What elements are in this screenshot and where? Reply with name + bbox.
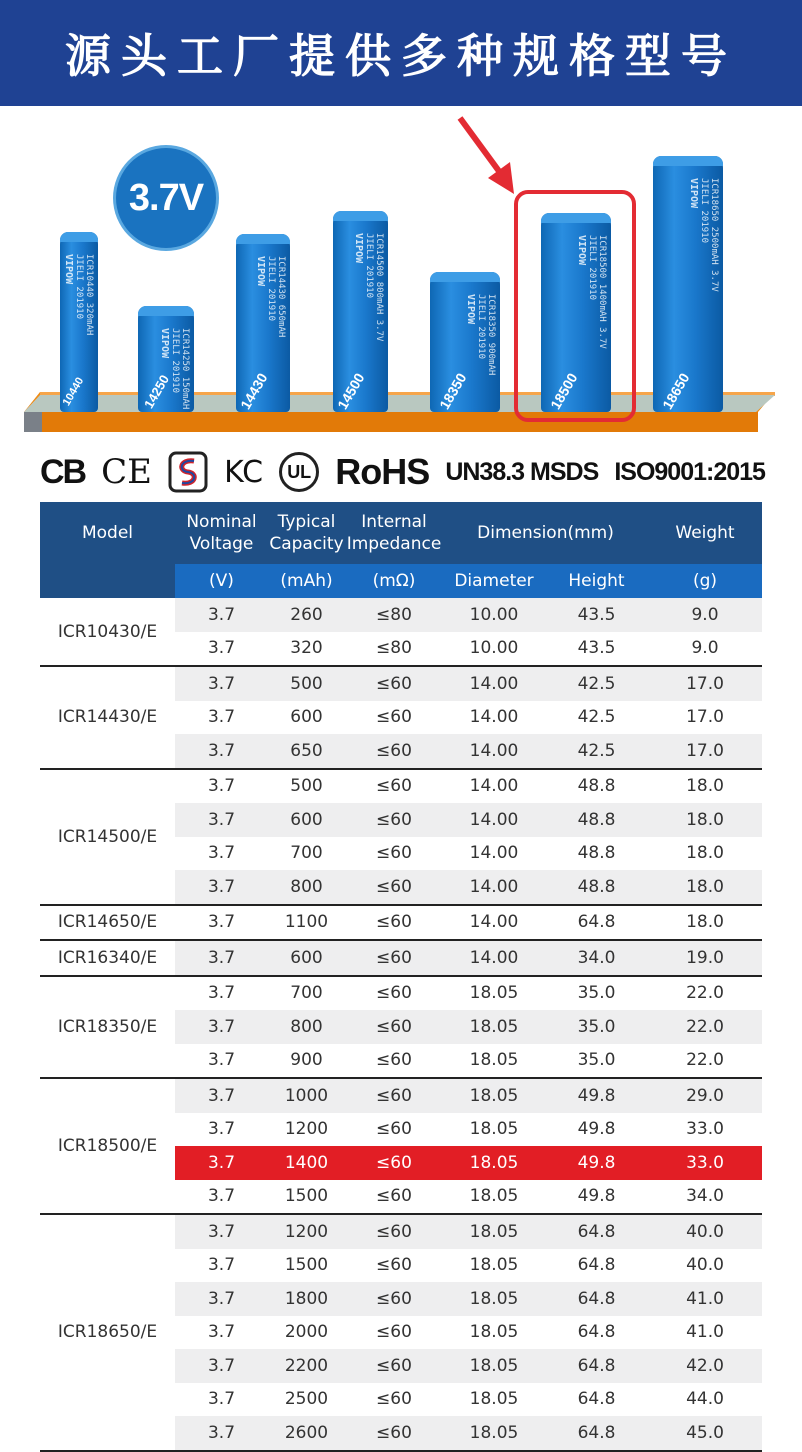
- cell-h: 35.0: [545, 1010, 648, 1044]
- cell-h: 48.8: [577, 843, 616, 864]
- highlight-frame: [514, 190, 636, 422]
- spec-table: [40, 502, 762, 1452]
- cell-w: 42.0: [648, 1349, 762, 1383]
- cell-v: 3.7: [175, 1416, 268, 1451]
- cell-print-text: ICR10440 320mAH JIELI 201910 VIPOW: [63, 254, 94, 336]
- certification-row: [40, 447, 765, 497]
- cell-w: 17.0: [686, 707, 724, 728]
- cell-dia: 18.05: [443, 1078, 545, 1113]
- cell-h: 42.5: [545, 666, 648, 701]
- battery-cell-14430: [236, 234, 290, 412]
- unit-diameter: Diameter: [443, 564, 545, 598]
- cell-cap: 650: [268, 734, 345, 769]
- cell-v: 3.7: [175, 1146, 268, 1180]
- model-cell: ICR18350/E: [40, 976, 175, 1079]
- un383-msds-mark: UN38.3 MSDS: [445, 457, 599, 486]
- cell-imp: ≤60: [376, 707, 412, 728]
- cell-h: 64.8: [545, 1214, 648, 1249]
- battery-cell-14500: [333, 211, 388, 412]
- cell-v: 3.7: [207, 1255, 236, 1276]
- cell-h: 49.8: [545, 1078, 648, 1113]
- table-row: [40, 598, 762, 632]
- cell-h: 35.0: [577, 983, 616, 1004]
- cell-w: 22.0: [648, 1044, 762, 1079]
- cell-cap: 1400: [268, 1146, 345, 1180]
- table-row: [40, 769, 762, 804]
- cell-cap: 1000: [268, 1078, 345, 1113]
- cell-v: 3.7: [207, 843, 236, 864]
- cell-cap: 1200: [268, 1214, 345, 1249]
- unit-impedance: (mΩ): [345, 564, 443, 598]
- cell-cap: 800: [268, 1010, 345, 1044]
- battery-cell-18650: [653, 156, 723, 412]
- cell-imp: ≤60: [376, 843, 412, 864]
- cell-cap: 1200: [284, 1119, 329, 1140]
- cell-imp: ≤60: [376, 1119, 412, 1140]
- cell-v: 3.7: [207, 1119, 236, 1140]
- cell-v: 3.7: [175, 1214, 268, 1249]
- cell-h: 49.8: [577, 1119, 616, 1140]
- table-row: [40, 940, 762, 976]
- cell-h: 64.8: [577, 1255, 616, 1276]
- cell-w: 9.0: [648, 632, 762, 667]
- model-cell: ICR14650/E: [40, 905, 175, 941]
- ce-mark: CE: [101, 452, 153, 492]
- cell-imp: ≤60: [345, 905, 443, 941]
- cell-imp: ≤60: [345, 1349, 443, 1383]
- cell-cap: 2000: [284, 1322, 329, 1343]
- table-row: [40, 905, 762, 941]
- cell-dia: 18.05: [469, 983, 519, 1004]
- cell-w: 18.0: [648, 803, 762, 837]
- cell-w: 9.0: [648, 598, 762, 632]
- cell-cap: 600: [268, 940, 345, 976]
- cell-imp: ≤60: [376, 776, 412, 797]
- ul-mark: [279, 452, 319, 492]
- cell-imp: ≤80: [345, 598, 443, 632]
- cell-imp: ≤60: [376, 1322, 412, 1343]
- cell-cap: 600: [268, 803, 345, 837]
- cell-dia: 14.00: [469, 843, 519, 864]
- battery-cell-14250: [138, 306, 194, 412]
- cell-dia: 14.00: [469, 776, 519, 797]
- cell-dia: 18.05: [443, 1146, 545, 1180]
- cell-w: 22.0: [648, 1010, 762, 1044]
- unit-voltage: (V): [175, 564, 268, 598]
- cb-mark: CB: [40, 452, 86, 491]
- cell-w: 40.0: [686, 1255, 724, 1276]
- cell-imp: ≤60: [345, 1282, 443, 1316]
- cell-imp: ≤60: [345, 1214, 443, 1249]
- cell-w: 19.0: [648, 940, 762, 976]
- cell-v: 3.7: [175, 1180, 268, 1215]
- cell-v: 3.7: [175, 632, 268, 667]
- cell-size-label: 18500: [547, 370, 581, 412]
- cell-w: 22.0: [686, 983, 724, 1004]
- cell-h: 42.5: [545, 734, 648, 769]
- header-capacity: Typical Capacity: [268, 502, 345, 564]
- cell-v: 3.7: [175, 940, 268, 976]
- cell-v: 3.7: [207, 707, 236, 728]
- cell-w: 34.0: [648, 1180, 762, 1215]
- banner-title: 源头工厂提供多种规格型号: [65, 29, 737, 83]
- cell-w: 33.0: [648, 1146, 762, 1180]
- cell-imp: ≤60: [345, 1180, 443, 1215]
- unit-height: Height: [545, 564, 648, 598]
- cell-imp: ≤60: [376, 1255, 412, 1276]
- cell-print-text: ICR18500 1400mAH 3.7V JIELI 201910 VIPOW: [576, 235, 607, 349]
- cell-cap: 700: [290, 843, 323, 864]
- arrow-icon: [452, 112, 532, 202]
- cell-w: 18.0: [648, 870, 762, 905]
- model-cell: ICR10430/E: [40, 598, 175, 666]
- cell-cap: 2500: [284, 1389, 329, 1410]
- cell-v: 3.7: [175, 1044, 268, 1079]
- cell-cap: 320: [268, 632, 345, 667]
- header-dimension: Dimension(mm): [443, 502, 648, 564]
- cell-h: 48.8: [545, 870, 648, 905]
- cell-print-text: ICR18350 900mAH JIELI 201910 VIPOW: [465, 294, 496, 376]
- cell-print-text: ICR18650 2500mAH 3.7V JIELI 201910 VIPOW: [688, 178, 719, 292]
- cell-w: 18.0: [648, 905, 762, 941]
- table-header-row: [40, 502, 762, 564]
- cell-cap: 500: [268, 666, 345, 701]
- cell-v: 3.7: [207, 1389, 236, 1410]
- cell-h: 64.8: [545, 1416, 648, 1451]
- cell-cap: 700: [290, 983, 323, 1004]
- cell-h: 48.8: [545, 803, 648, 837]
- model-cell: ICR18650/E: [40, 1214, 175, 1451]
- cell-size-label: 14430: [237, 370, 271, 412]
- cell-cap: 2600: [268, 1416, 345, 1451]
- cell-v: 3.7: [175, 1010, 268, 1044]
- table-row: [40, 1214, 762, 1249]
- unit-capacity: (mAh): [268, 564, 345, 598]
- cell-cap: 1500: [284, 1255, 329, 1276]
- cell-size-label: 10440: [60, 375, 87, 408]
- cell-size-label: 18350: [436, 370, 470, 412]
- cell-v: 3.7: [175, 1282, 268, 1316]
- cell-h: 64.8: [577, 1322, 616, 1343]
- cell-w: 18.0: [686, 776, 724, 797]
- cell-v: 3.7: [175, 666, 268, 701]
- cell-dia: 18.05: [469, 1322, 519, 1343]
- cell-h: 64.8: [577, 1389, 616, 1410]
- cell-print-text: ICR14500 800mAH 3.7V JIELI 201910 VIPOW: [353, 233, 384, 342]
- cell-cap: 900: [268, 1044, 345, 1079]
- cell-w: 40.0: [648, 1214, 762, 1249]
- cell-imp: ≤60: [345, 940, 443, 976]
- cell-v: 3.7: [175, 803, 268, 837]
- spec-table-body: [40, 598, 762, 1451]
- cell-dia: 14.00: [443, 666, 545, 701]
- cell-dia: 14.00: [443, 870, 545, 905]
- model-cell: ICR14430/E: [40, 666, 175, 769]
- cell-v: 3.7: [175, 870, 268, 905]
- voltage-badge: [116, 148, 216, 248]
- cell-cap: 1100: [268, 905, 345, 941]
- cell-imp: ≤60: [345, 1078, 443, 1113]
- ul-mark-text: UL: [287, 461, 312, 482]
- cell-h: 35.0: [545, 1044, 648, 1079]
- cell-v: 3.7: [175, 598, 268, 632]
- kc-mark: KC: [224, 454, 264, 490]
- banner: [0, 0, 802, 106]
- cell-v: 3.7: [175, 1078, 268, 1113]
- table-row: [40, 976, 762, 1011]
- cell-w: 45.0: [648, 1416, 762, 1451]
- rohs-mark: RoHS: [335, 451, 430, 492]
- iso-mark: ISO9001:2015: [614, 457, 765, 486]
- header-weight: Weight: [648, 502, 762, 564]
- cell-print-text: ICR14430 650mAH JIELI 201910 VIPOW: [255, 256, 286, 338]
- cell-h: 43.5: [545, 598, 648, 632]
- cell-h: 34.0: [545, 940, 648, 976]
- cell-h: 64.8: [545, 905, 648, 941]
- cell-dia: 18.05: [469, 1255, 519, 1276]
- cell-v: 3.7: [175, 905, 268, 941]
- cell-dia: 14.00: [469, 707, 519, 728]
- cell-h: 49.8: [545, 1180, 648, 1215]
- table-row: [40, 666, 762, 701]
- cell-w: 29.0: [648, 1078, 762, 1113]
- unit-model-blank: [40, 564, 175, 598]
- cell-dia: 18.05: [443, 1282, 545, 1316]
- cell-dia: 18.05: [443, 1416, 545, 1451]
- cell-imp: ≤60: [345, 666, 443, 701]
- battery-cell-10440: [60, 232, 98, 412]
- cell-h: 49.8: [545, 1146, 648, 1180]
- cell-w: 44.0: [686, 1389, 724, 1410]
- cell-dia: 14.00: [443, 803, 545, 837]
- cell-w: 18.0: [686, 843, 724, 864]
- cell-dia: 18.05: [469, 1119, 519, 1140]
- cell-w: 33.0: [686, 1119, 724, 1140]
- cell-imp: ≤60: [345, 1044, 443, 1079]
- cell-dia: 10.00: [443, 632, 545, 667]
- cell-w: 17.0: [648, 666, 762, 701]
- cell-imp: ≤60: [345, 870, 443, 905]
- cell-dia: 10.00: [443, 598, 545, 632]
- cell-v: 3.7: [207, 983, 236, 1004]
- cell-v: 3.7: [207, 776, 236, 797]
- header-impedance: Internal Impedance: [345, 502, 443, 564]
- cell-dia: 18.05: [443, 1180, 545, 1215]
- cell-size-label: 18650: [659, 370, 693, 412]
- header-model: Model: [40, 502, 175, 564]
- safety-mark-icon: [168, 451, 208, 493]
- model-cell: ICR14500/E: [40, 769, 175, 905]
- model-cell: ICR16340/E: [40, 940, 175, 976]
- table-unit-row: [40, 564, 762, 598]
- cell-cap: 260: [268, 598, 345, 632]
- cell-cap: 500: [290, 776, 323, 797]
- cell-imp: ≤60: [376, 983, 412, 1004]
- cell-dia: 18.05: [469, 1389, 519, 1410]
- cell-cap: 2200: [268, 1349, 345, 1383]
- cell-v: 3.7: [207, 1322, 236, 1343]
- cell-dia: 14.00: [443, 940, 545, 976]
- cell-imp: ≤60: [376, 1389, 412, 1410]
- model-cell: ICR18500/E: [40, 1078, 175, 1214]
- cell-dia: 18.05: [443, 1214, 545, 1249]
- cell-imp: ≤60: [345, 734, 443, 769]
- cell-imp: ≤60: [345, 1416, 443, 1451]
- voltage-badge-text: 3.7V: [128, 176, 204, 219]
- cell-h: 48.8: [577, 776, 616, 797]
- cell-dia: 18.05: [443, 1044, 545, 1079]
- cell-h: 64.8: [545, 1349, 648, 1383]
- cell-cap: 1500: [268, 1180, 345, 1215]
- table-row: [40, 1078, 762, 1113]
- cell-imp: ≤60: [345, 1010, 443, 1044]
- cell-v: 3.7: [175, 734, 268, 769]
- cell-cap: 600: [290, 707, 323, 728]
- cell-v: 3.7: [175, 1349, 268, 1383]
- cell-imp: ≤80: [345, 632, 443, 667]
- cell-dia: 18.05: [443, 1010, 545, 1044]
- unit-weight: (g): [648, 564, 762, 598]
- cell-dia: 14.00: [443, 905, 545, 941]
- cell-dia: 18.05: [443, 1349, 545, 1383]
- cell-imp: ≤60: [345, 1146, 443, 1180]
- cell-w: 41.0: [686, 1322, 724, 1343]
- header-voltage: Nominal Voltage: [175, 502, 268, 564]
- cell-cap: 1800: [268, 1282, 345, 1316]
- cell-h: 43.5: [545, 632, 648, 667]
- cell-w: 17.0: [648, 734, 762, 769]
- cell-size-label: 14500: [334, 370, 368, 412]
- cell-h: 64.8: [545, 1282, 648, 1316]
- cell-h: 42.5: [577, 707, 616, 728]
- cell-imp: ≤60: [345, 803, 443, 837]
- battery-cell-18350: [430, 272, 500, 412]
- cell-w: 41.0: [648, 1282, 762, 1316]
- cell-cap: 800: [268, 870, 345, 905]
- cell-dia: 14.00: [443, 734, 545, 769]
- cell-size-label: 14250: [141, 372, 173, 411]
- cell-print-text: ICR14250 150mAH JIELI 201910 VIPOW: [159, 328, 190, 410]
